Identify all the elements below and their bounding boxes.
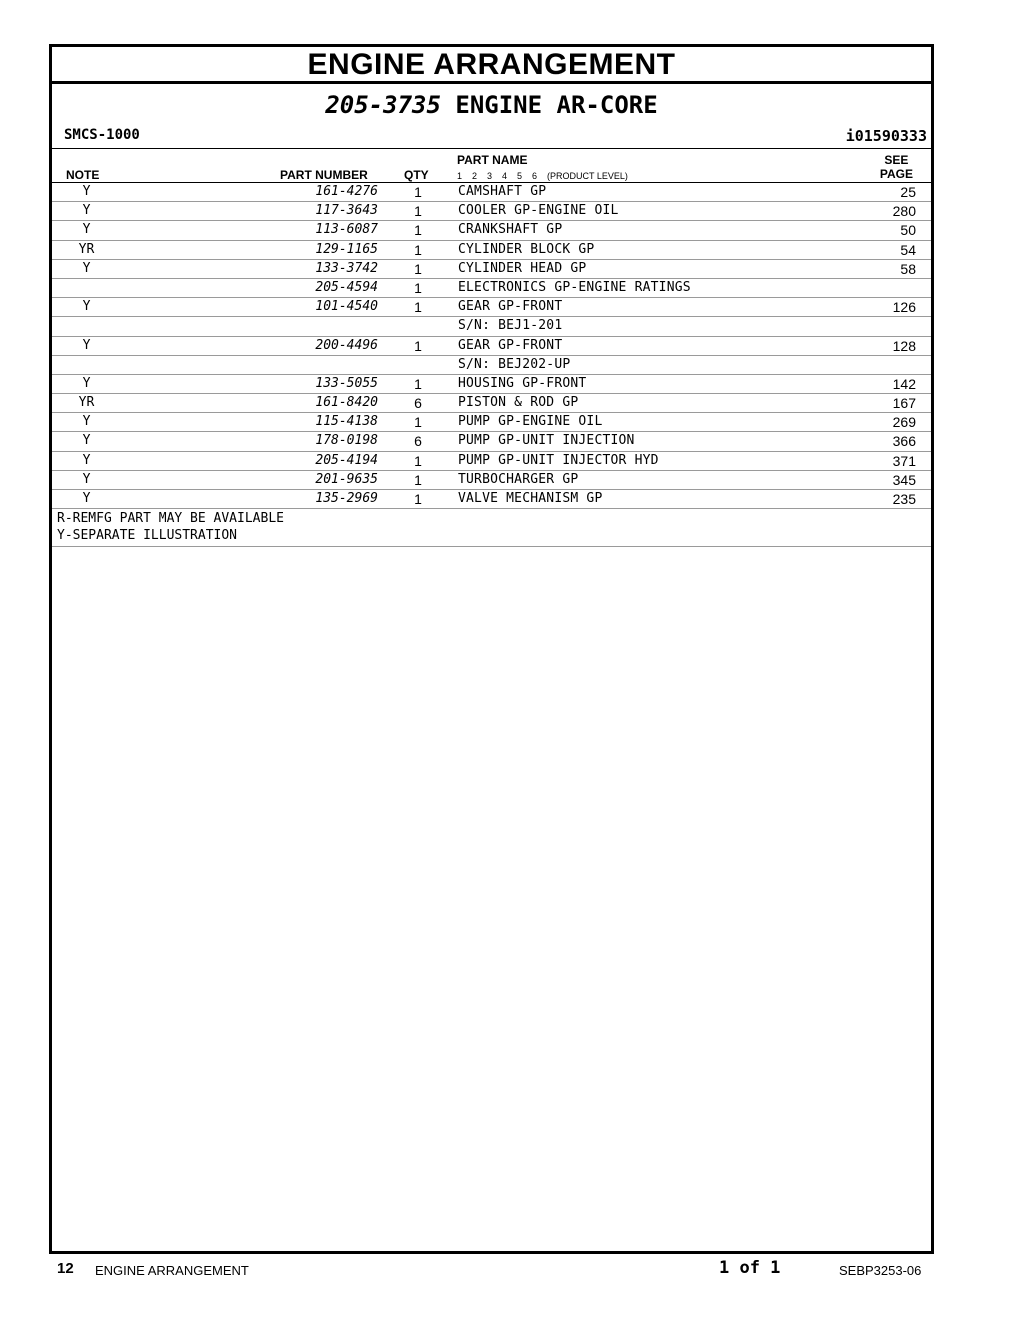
row-note: YR xyxy=(78,241,95,257)
row-part-number: 205-4594 xyxy=(315,279,378,295)
row-see-page: 345 xyxy=(892,471,916,488)
row-part-name: COOLER GP-ENGINE OIL xyxy=(458,203,619,219)
row-note: Y xyxy=(82,491,91,506)
row-qty: 1 xyxy=(414,471,422,488)
row-part-name: HOUSING GP-FRONT xyxy=(458,375,587,391)
footer-page-of: 1 of 1 xyxy=(719,1258,781,1278)
row-part-name: GEAR GP-FRONT xyxy=(458,299,563,315)
row-qty: 6 xyxy=(414,395,422,412)
table-row xyxy=(52,432,931,451)
group-title xyxy=(52,84,931,122)
row-qty: 1 xyxy=(414,491,422,507)
row-part-name: S/N: BEJ202-UP xyxy=(458,356,571,372)
group-part-number: 205-3735 xyxy=(325,91,441,119)
row-see-page: 280 xyxy=(892,203,916,220)
row-part-number: 178-0198 xyxy=(315,433,378,449)
row-note: Y xyxy=(82,299,91,315)
row-part-name: PUMP GP-UNIT INJECTION xyxy=(458,433,635,449)
row-part-name: CYLINDER HEAD GP xyxy=(458,260,587,276)
row-part-name: GEAR GP-FRONT xyxy=(458,337,563,353)
footnote-remfg: R-REMFG PART MAY BE AVAILABLE xyxy=(57,511,284,527)
row-part-number: 200-4496 xyxy=(315,337,378,353)
row-note: Y xyxy=(82,260,91,276)
row-note: Y xyxy=(82,452,91,468)
table-row xyxy=(52,356,931,375)
row-qty: 1 xyxy=(414,203,422,220)
footnotes xyxy=(52,509,931,547)
table-row xyxy=(52,490,931,509)
row-part-name: PUMP GP-ENGINE OIL xyxy=(458,414,603,430)
row-part-name: CYLINDER BLOCK GP xyxy=(458,241,595,257)
smcs-row xyxy=(52,122,931,149)
row-see-page: 235 xyxy=(892,491,916,507)
row-see-page: 54 xyxy=(900,241,916,258)
row-see-page: 128 xyxy=(892,337,916,354)
row-qty: 1 xyxy=(414,241,422,258)
table-row xyxy=(52,183,931,202)
table-row xyxy=(52,394,931,413)
footer-section: ENGINE ARRANGEMENT xyxy=(95,1263,249,1278)
table-row xyxy=(52,452,931,471)
row-see-page: 58 xyxy=(900,260,916,277)
table-row xyxy=(52,471,931,490)
row-see-page: 371 xyxy=(892,452,916,469)
table-row xyxy=(52,317,931,336)
table-row xyxy=(52,241,931,260)
parts-table-body xyxy=(52,183,931,509)
table-row xyxy=(52,375,931,394)
row-qty: 1 xyxy=(414,279,422,296)
table-row xyxy=(52,202,931,221)
row-part-number: 201-9635 xyxy=(315,471,378,487)
col-see: SEE xyxy=(884,153,909,167)
row-note: Y xyxy=(82,471,91,487)
title-bar xyxy=(52,47,931,84)
row-part-name: TURBOCHARGER GP xyxy=(458,471,579,487)
row-note: Y xyxy=(82,222,91,238)
table-row xyxy=(52,260,931,279)
illustration-id: i01590333 xyxy=(845,127,927,145)
footer-page-number: 12 xyxy=(57,1260,74,1277)
table-row xyxy=(52,221,931,240)
row-qty: 1 xyxy=(414,414,422,431)
table-header xyxy=(52,149,931,183)
group-part-name: ENGINE AR-CORE xyxy=(455,91,658,119)
row-qty: 1 xyxy=(414,260,422,277)
row-qty: 1 xyxy=(414,375,422,392)
row-part-number: 117-3643 xyxy=(315,203,378,219)
row-note: Y xyxy=(82,337,91,353)
row-see-page: 50 xyxy=(900,222,916,239)
row-qty: 1 xyxy=(414,184,422,200)
table-row xyxy=(52,279,931,298)
row-note: Y xyxy=(82,375,91,391)
footnote-separate-illustration: Y-SEPARATE ILLUSTRATION xyxy=(57,527,238,543)
row-see-page: 25 xyxy=(900,184,916,200)
row-qty: 1 xyxy=(414,222,422,239)
row-part-number: 113-6087 xyxy=(315,222,378,238)
row-qty: 1 xyxy=(414,299,422,316)
row-part-number: 133-5055 xyxy=(315,375,378,391)
row-note: Y xyxy=(82,414,91,430)
row-part-name: CAMSHAFT GP xyxy=(458,184,547,199)
row-part-name: ELECTRONICS GP-ENGINE RATINGS xyxy=(458,279,691,295)
footer-doc-number: SEBP3253-06 xyxy=(839,1263,922,1278)
col-page: PAGE xyxy=(879,167,913,181)
row-part-name: VALVE MECHANISM GP xyxy=(458,491,603,506)
col-product-levels: 1 2 3 4 5 6 (PRODUCT LEVEL) xyxy=(457,171,628,181)
table-row xyxy=(52,413,931,432)
row-part-number: 161-4276 xyxy=(315,184,378,199)
table-row xyxy=(52,337,931,356)
page-footer xyxy=(0,1258,1020,1288)
row-part-name: PISTON & ROD GP xyxy=(458,395,579,411)
row-see-page: 366 xyxy=(892,433,916,450)
row-qty: 6 xyxy=(414,433,422,450)
row-note: Y xyxy=(82,203,91,219)
parts-list-frame xyxy=(49,44,934,1254)
row-part-name: PUMP GP-UNIT INJECTOR HYD xyxy=(458,452,659,468)
row-qty: 1 xyxy=(414,452,422,469)
row-part-number: 115-4138 xyxy=(315,414,378,430)
col-note: NOTE xyxy=(66,168,100,182)
row-see-page: 269 xyxy=(892,414,916,431)
row-part-number: 129-1165 xyxy=(315,241,378,257)
row-part-number: 101-4540 xyxy=(315,299,378,315)
page-title: ENGINE ARRANGEMENT xyxy=(307,48,676,81)
row-note: Y xyxy=(82,184,91,199)
row-note: YR xyxy=(78,395,95,411)
smcs-code: SMCS-1000 xyxy=(64,127,140,143)
col-qty: QTY xyxy=(404,168,429,182)
row-part-number: 133-3742 xyxy=(315,260,378,276)
col-part-number: PART NUMBER xyxy=(280,168,368,182)
col-see-page xyxy=(880,153,913,181)
row-see-page: 142 xyxy=(892,375,916,392)
col-part-name: PART NAME xyxy=(457,153,528,167)
row-see-page: 167 xyxy=(892,395,916,412)
row-part-name: CRANKSHAFT GP xyxy=(458,222,563,238)
row-note: Y xyxy=(82,433,91,449)
row-part-number: 205-4194 xyxy=(315,452,378,468)
row-see-page: 126 xyxy=(892,299,916,316)
row-part-name: S/N: BEJ1-201 xyxy=(458,318,563,334)
row-qty: 1 xyxy=(414,337,422,354)
row-part-number: 135-2969 xyxy=(315,491,378,506)
table-row xyxy=(52,298,931,317)
row-part-number: 161-8420 xyxy=(315,395,378,411)
